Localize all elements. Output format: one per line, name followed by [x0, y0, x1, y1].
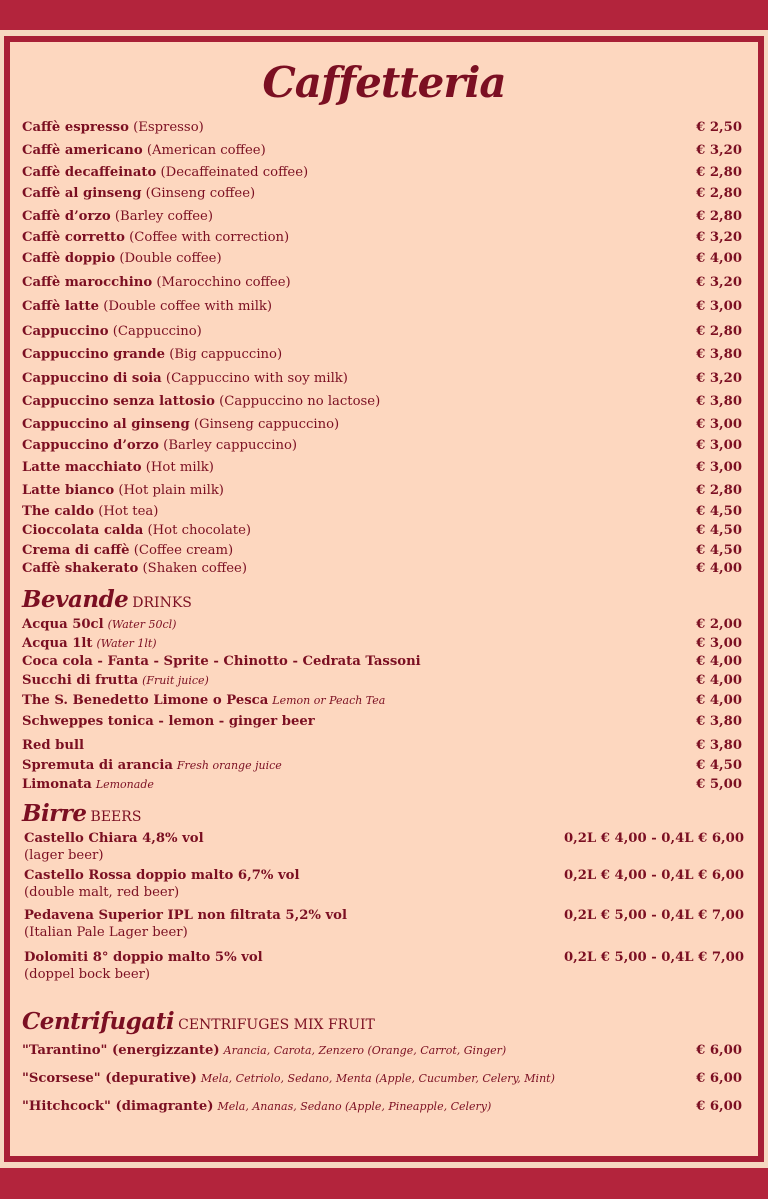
- menu-item: [24, 908, 744, 924]
- item-price: 0,2L € 5,00 - 0,4L € 7,00: [563, 950, 744, 965]
- item-name: Caffè americano: [22, 143, 143, 158]
- menu-item: [22, 523, 742, 539]
- menu-item: [22, 654, 742, 670]
- item-price: € 3,00: [696, 417, 742, 432]
- item-desc: (Cappuccino with soy milk): [165, 371, 348, 386]
- beers-title: Birre: [22, 800, 87, 827]
- menu-item: [22, 738, 742, 754]
- item-desc: (Cappuccino no lactose): [219, 394, 381, 409]
- item-name: Castello Chiara 4,8% vol: [24, 831, 204, 846]
- item-name: Coca cola - Fanta - Sprite - Chinotto - Cedrata Tassoni: [22, 654, 421, 669]
- item-name: Cappuccino di soia: [22, 371, 162, 386]
- menu-item: [22, 347, 742, 363]
- item-price: € 3,80: [696, 347, 742, 362]
- bottom-band: [0, 1168, 768, 1199]
- item-desc: (Cappuccino): [112, 324, 202, 339]
- item-desc: (Barley cappuccino): [163, 438, 298, 453]
- item-name: Cappuccino d’orzo: [22, 438, 159, 453]
- item-translation: Lemon or Peach Tea: [272, 694, 386, 707]
- item-translation: Mela, Cetriolo, Sedano, Menta (Apple, Cucumber, Celery, Mint): [200, 1072, 555, 1085]
- drinks-subtitle: DRINKS: [132, 595, 192, 611]
- item-price: € 3,00: [696, 438, 742, 453]
- beers-subtitle: BEERS: [90, 809, 142, 825]
- item-price: 0,2L € 4,00 - 0,4L € 6,00: [563, 831, 744, 846]
- item-price: € 6,00: [696, 1071, 742, 1086]
- menu-item: [22, 617, 742, 633]
- item-price: € 4,00: [696, 673, 742, 688]
- item-desc: (Coffee with correction): [129, 230, 290, 245]
- item-name: Latte bianco: [22, 483, 115, 498]
- menu-item: [22, 543, 742, 559]
- item-translation: Mela, Ananas, Sedano (Apple, Pineapple, Celery): [217, 1100, 492, 1113]
- item-name: Schweppes tonica - lemon - ginger beer: [22, 714, 315, 729]
- item-price: € 3,20: [696, 230, 742, 245]
- menu-item: [22, 438, 742, 454]
- menu-item: [22, 143, 742, 159]
- item-name: Crema di caffè: [22, 543, 130, 558]
- item-price: € 3,80: [696, 738, 742, 753]
- item-desc: (Ginseng coffee): [145, 186, 256, 201]
- item-price: € 4,00: [696, 654, 742, 669]
- menu-item: [22, 693, 742, 709]
- item-desc: (Hot tea): [98, 504, 159, 519]
- item-price: € 3,80: [696, 714, 742, 729]
- item-name: Caffè al ginseng: [22, 186, 142, 201]
- item-desc: (Shaken coffee): [142, 561, 247, 576]
- item-price: € 2,50: [696, 120, 742, 135]
- item-price: € 2,80: [696, 324, 742, 339]
- item-price: € 3,20: [696, 371, 742, 386]
- item-price: € 4,00: [696, 693, 742, 708]
- item-name: Latte macchiato: [22, 460, 142, 475]
- item-price: 0,2L € 4,00 - 0,4L € 6,00: [563, 868, 744, 883]
- menu-item: [22, 561, 742, 577]
- item-desc: (Hot milk): [145, 460, 214, 475]
- item-desc: (Coffee cream): [133, 543, 234, 558]
- item-name: Succhi di frutta: [22, 673, 139, 688]
- item-desc: (Double coffee with milk): [103, 299, 273, 314]
- item-name: Caffè marocchino: [22, 275, 153, 290]
- item-name: Caffè shakerato: [22, 561, 139, 576]
- item-name: The S. Benedetto Limone o Pesca: [22, 693, 269, 708]
- top-band: [0, 0, 768, 30]
- item-desc: (Hot chocolate): [147, 523, 252, 538]
- menu-item: [22, 186, 742, 202]
- item-translation: Fresh orange juice: [176, 759, 282, 772]
- item-price: € 4,50: [696, 543, 742, 558]
- item-price: € 3,00: [696, 299, 742, 314]
- item-name: Red bull: [22, 738, 84, 753]
- menu-item: [22, 324, 742, 340]
- item-price: € 6,00: [696, 1043, 742, 1058]
- menu-item: [22, 483, 742, 499]
- item-desc: (doppel bock beer): [24, 967, 151, 982]
- item-price: € 4,50: [696, 758, 742, 773]
- menu-item: [22, 299, 742, 315]
- item-desc: (Ginseng cappuccino): [193, 417, 340, 432]
- item-price: € 4,00: [696, 561, 742, 576]
- item-price: € 2,80: [696, 483, 742, 498]
- beers-header: [22, 800, 141, 827]
- centrifuges-header: [22, 1008, 375, 1035]
- item-name: Caffè doppio: [22, 251, 116, 266]
- menu-item: [22, 673, 742, 689]
- menu-item: [22, 504, 742, 520]
- menu-item: [22, 251, 742, 267]
- item-name: Cappuccino grande: [22, 347, 166, 362]
- menu-item: [22, 371, 742, 387]
- menu-item: [22, 460, 742, 476]
- menu-item: [22, 275, 742, 291]
- item-name: Caffè decaffeinato: [22, 165, 157, 180]
- menu-item: [24, 868, 744, 884]
- drinks-header: [22, 586, 192, 613]
- item-price: € 3,00: [696, 636, 742, 651]
- item-price: € 2,80: [696, 186, 742, 201]
- item-name: Pedavena Superior IPL non filtrata 5,2% vol: [24, 908, 347, 923]
- item-desc: (double malt, red beer): [24, 885, 180, 900]
- item-name: Limonata: [22, 777, 92, 792]
- item-name: Acqua 1lt: [22, 636, 93, 651]
- menu-item: [22, 120, 742, 136]
- menu-item: [22, 1071, 742, 1087]
- item-price: € 6,00: [696, 1099, 742, 1114]
- menu-item: [22, 230, 742, 246]
- item-price: € 2,00: [696, 617, 742, 632]
- item-price: 0,2L € 5,00 - 0,4L € 7,00: [563, 908, 744, 923]
- item-translation: (Fruit juice): [142, 674, 209, 687]
- menu-item: [22, 636, 742, 652]
- item-name: Cioccolata calda: [22, 523, 144, 538]
- item-price: € 3,80: [696, 394, 742, 409]
- menu-item: [22, 394, 742, 410]
- item-name: "Scorsese" (depurative): [22, 1071, 197, 1086]
- item-price: € 4,00: [696, 251, 742, 266]
- item-name: Cappuccino senza lattosio: [22, 394, 215, 409]
- item-desc: (American coffee): [146, 143, 266, 158]
- item-desc: (Hot plain milk): [118, 483, 224, 498]
- item-price: € 5,00: [696, 777, 742, 792]
- item-translation: Lemonade: [95, 778, 154, 791]
- item-name: Caffè latte: [22, 299, 99, 314]
- item-desc: (Big cappuccino): [169, 347, 283, 362]
- item-name: Caffè espresso: [22, 120, 129, 135]
- menu-item: [22, 758, 742, 774]
- drinks-title: Bevande: [22, 586, 129, 613]
- menu-item: [22, 417, 742, 433]
- item-translation: Arancia, Carota, Zenzero (Orange, Carrot, Ginger): [223, 1044, 507, 1057]
- item-translation: (Water 50cl): [107, 618, 177, 631]
- item-price: € 3,00: [696, 460, 742, 475]
- item-name: Acqua 50cl: [22, 617, 104, 632]
- item-name: Caffè corretto: [22, 230, 125, 245]
- menu-item: [24, 950, 744, 966]
- item-name: Dolomiti 8° doppio malto 5% vol: [24, 950, 263, 965]
- centrifuges-subtitle: CENTRIFUGES MIX FRUIT: [178, 1017, 375, 1033]
- menu-item: [22, 165, 742, 181]
- item-desc: (lager beer): [24, 848, 104, 863]
- item-price: € 2,80: [696, 209, 742, 224]
- item-translation: (Water 1lt): [96, 637, 157, 650]
- item-name: "Tarantino" (energizzante): [22, 1043, 220, 1058]
- menu-item: [24, 831, 744, 847]
- item-name: "Hitchcock" (dimagrante): [22, 1099, 214, 1114]
- menu-item: [22, 209, 742, 225]
- item-price: € 2,80: [696, 165, 742, 180]
- item-name: Cappuccino al ginseng: [22, 417, 190, 432]
- menu-item: [22, 1099, 742, 1115]
- item-desc: (Espresso): [133, 120, 204, 135]
- item-desc: (Barley coffee): [114, 209, 214, 224]
- item-price: € 3,20: [696, 143, 742, 158]
- menu-item: [22, 777, 742, 793]
- item-name: Castello Rossa doppio malto 6,7% vol: [24, 868, 300, 883]
- menu-item: [22, 714, 742, 730]
- item-desc: (Marocchino coffee): [156, 275, 291, 290]
- item-name: Cappuccino: [22, 324, 109, 339]
- page-title: Caffetteria: [262, 58, 506, 107]
- menu-item: [22, 1043, 742, 1059]
- item-desc: (Decaffeinated coffee): [160, 165, 309, 180]
- item-name: The caldo: [22, 504, 94, 519]
- centrifuges-title: Centrifugati: [22, 1008, 175, 1035]
- item-price: € 4,50: [696, 504, 742, 519]
- item-price: € 4,50: [696, 523, 742, 538]
- item-desc: (Italian Pale Lager beer): [24, 925, 188, 940]
- item-price: € 3,20: [696, 275, 742, 290]
- item-name: Spremuta di arancia: [22, 758, 173, 773]
- item-name: Caffè d’orzo: [22, 209, 111, 224]
- item-desc: (Double coffee): [119, 251, 222, 266]
